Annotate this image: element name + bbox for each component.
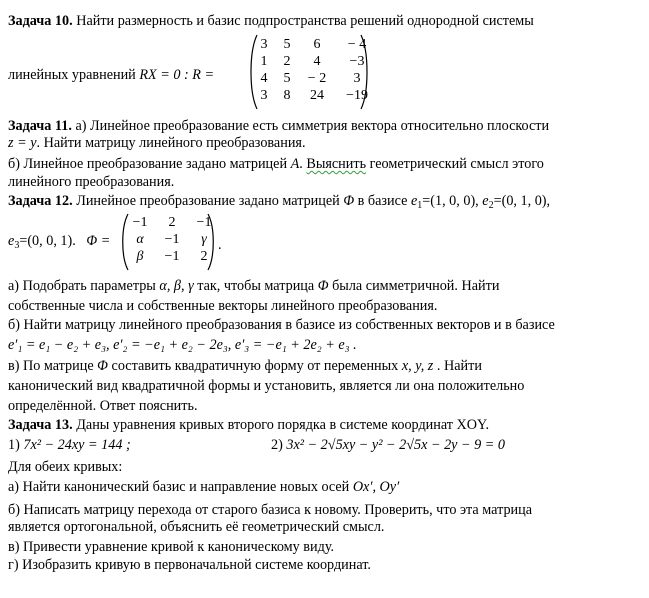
task12-new-basis: e′₁ = e₁ − e₂ + e₃, e′₂ = −e₁ + e₂ − 2e₃, e′₃ = −e₁ + 2e₂ + e₃ . <box>8 337 357 353</box>
m10-r1c1: 3 <box>260 37 268 52</box>
task12-a-line1 <box>8 278 499 295</box>
task12-e1-sub: 1 <box>417 200 423 211</box>
m10-r2c1: 1 <box>260 54 268 69</box>
task11-b1-pre: б) Линейное преобразование задано матрицей <box>8 156 291 172</box>
task13-both <box>8 459 122 476</box>
task12-a1-end: была симметричной. Найти <box>328 278 500 294</box>
task12-e1-val: =(1, 0, 0), <box>422 193 483 209</box>
task11-line2 <box>8 135 306 152</box>
task12-a1-phi: Φ <box>317 278 329 294</box>
m10-r4c1: 3 <box>260 88 268 103</box>
task12-e3-val: =(0, 0, 1). <box>19 233 76 249</box>
task13-b-line1 <box>8 502 532 519</box>
m10-r4c2: 8 <box>283 88 291 103</box>
task13-curve2: 3x² − 2√5xy − y² − 2√5x − 2y − 9 = 0 <box>286 437 505 453</box>
task11-a1: а) Линейное преобразование есть симметрия вектора относительно плоскости <box>71 118 550 134</box>
task11-matrix-A: A <box>290 156 300 172</box>
task10-equation: RX = 0 : R = <box>139 67 215 83</box>
m10-r2c3: 4 <box>313 54 321 69</box>
m10-r2c2: 2 <box>283 54 291 69</box>
m10-r3c1: 4 <box>260 71 268 86</box>
task12-matrix <box>127 214 217 265</box>
task13-c <box>8 539 334 556</box>
m10-r1c3: 6 <box>313 37 321 52</box>
task11-line1 <box>8 118 549 135</box>
task10-label: Задача 10. <box>8 13 73 29</box>
task12-c1-end: . Найти <box>433 358 482 374</box>
task11-label: Задача 11. <box>8 118 72 134</box>
m12-r1c1: −1 <box>132 215 148 230</box>
m12-r2c3: γ <box>201 232 207 247</box>
task11-b2: линейного преобразования. <box>8 174 175 190</box>
task12-b1: б) Найти матрицу линейного преобразования в базисе из собственных векторов и в базисе <box>8 317 555 333</box>
task12-a1-post: так, чтобы матрица <box>193 278 318 294</box>
task12-c2: канонический вид квадратичной формы и установить, является ли она положительно <box>8 378 525 394</box>
task12-a2: собственные числа и собственные векторы линейного преобразования. <box>8 298 438 314</box>
m10-r3c4: 3 <box>353 71 361 86</box>
task12-e3-sub: 3 <box>14 240 20 251</box>
task12-e2: e <box>482 193 489 209</box>
task12-a1: а) Подобрать параметры <box>8 278 160 294</box>
task12-trail: . <box>218 237 222 253</box>
task13-eq1 <box>8 437 131 454</box>
task11-line4 <box>8 174 174 191</box>
task13-eq2-num: 2) <box>271 437 287 453</box>
task12-e3: e <box>8 233 15 249</box>
task12-e2-sub: 2 <box>488 200 494 211</box>
task10-text1: Найти размерность и базис подпространства решений однородной системы <box>72 13 534 29</box>
task12-b-line1 <box>8 317 555 334</box>
task10-line1 <box>8 13 534 30</box>
task10-right-paren <box>358 34 372 110</box>
task13-label: Задача 13. <box>8 417 73 433</box>
m12-r2c1: α <box>136 232 144 247</box>
task12-label: Задача 12. <box>8 193 73 209</box>
task12-phi: Φ <box>343 193 355 209</box>
task12-params: α, β, γ <box>159 278 194 294</box>
task11-b1-dot: . <box>299 156 307 172</box>
task12-c-line3 <box>8 398 198 415</box>
task11-spellcheck-word: Выяснить <box>306 156 367 172</box>
task12-e1: e <box>410 193 418 209</box>
task12-c1-phi: Φ <box>97 358 108 374</box>
task13-a <box>8 479 399 496</box>
task12-c1-mid: составить квадратичную форму от переменных <box>107 358 402 374</box>
task12-line2 <box>8 233 110 250</box>
task11-b1-post: геометрический смысл этого <box>366 156 544 172</box>
task12-c1-vars: x, y, z <box>401 358 434 374</box>
task12-line1 <box>8 193 550 210</box>
m12-r1c3: −1 <box>196 215 212 230</box>
task12-c-line1 <box>8 358 482 375</box>
task12-right-paren <box>206 213 218 271</box>
task13-eq2 <box>271 437 505 454</box>
m10-r1c4: − 4 <box>347 37 367 52</box>
task11-plane-eq: z = y <box>8 135 37 151</box>
m10-r4c3: 24 <box>310 88 324 103</box>
task11-line3 <box>8 156 544 173</box>
m12-r3c3: 2 <box>200 249 208 264</box>
m10-r2c4: −3 <box>349 54 365 69</box>
task12-l1-mid: в базисе <box>354 193 411 209</box>
task12-b-line2 <box>8 337 357 354</box>
task12-l1-text: Линейное преобразование задано матрицей <box>72 193 344 209</box>
task11-a2: . Найти матрицу линейного преобразования. <box>36 135 306 151</box>
task13-b-line2 <box>8 519 384 536</box>
m12-r2c2: −1 <box>164 232 180 247</box>
m10-r1c2: 5 <box>283 37 291 52</box>
task13-d-text: г) Изобразить кривую в первоначальной системе координат. <box>8 557 371 573</box>
task13-curve1: 7x² − 24xy = 144 ; <box>23 437 131 453</box>
task13-c-text: в) Привести уравнение кривой к каноническому виду. <box>8 539 335 555</box>
task10-line2 <box>8 67 214 84</box>
task10-text2: линейных уравнений <box>8 67 140 83</box>
task13-b1: б) Написать матрицу перехода от старого базиса к новому. Проверить, что эта матрица <box>8 502 533 518</box>
task12-c-line2 <box>8 378 524 395</box>
task13-a-text: а) Найти канонический базис и направление новых осей <box>8 479 353 495</box>
task13-d <box>8 557 371 574</box>
task13-text: Даны уравнения кривых второго порядка в системе координат XOY. <box>72 417 489 433</box>
task13-axes: Ox′, Oy′ <box>352 479 400 495</box>
task13-b2: является ортогональной, объяснить её геометрический смысл. <box>8 519 385 535</box>
task12-a-line2 <box>8 298 437 315</box>
task12-c3: определённой. Ответ пояснить. <box>8 398 198 414</box>
m12-r3c2: −1 <box>164 249 180 264</box>
task13-line1 <box>8 417 489 434</box>
m12-r3c1: β <box>136 249 144 264</box>
m10-r3c3: − 2 <box>307 71 327 86</box>
m10-r3c2: 5 <box>283 71 291 86</box>
task12-e2-val: =(0, 1, 0), <box>493 193 551 209</box>
task13-eq1-num: 1) <box>8 437 24 453</box>
m10-r4c4: −19 <box>346 88 368 103</box>
m12-r1c2: 2 <box>168 215 176 230</box>
task13-both-text: Для обеих кривых: <box>8 459 123 475</box>
task12-phi-eq: Φ = <box>86 233 111 249</box>
task12-c1-pre: в) По матрице <box>8 358 98 374</box>
